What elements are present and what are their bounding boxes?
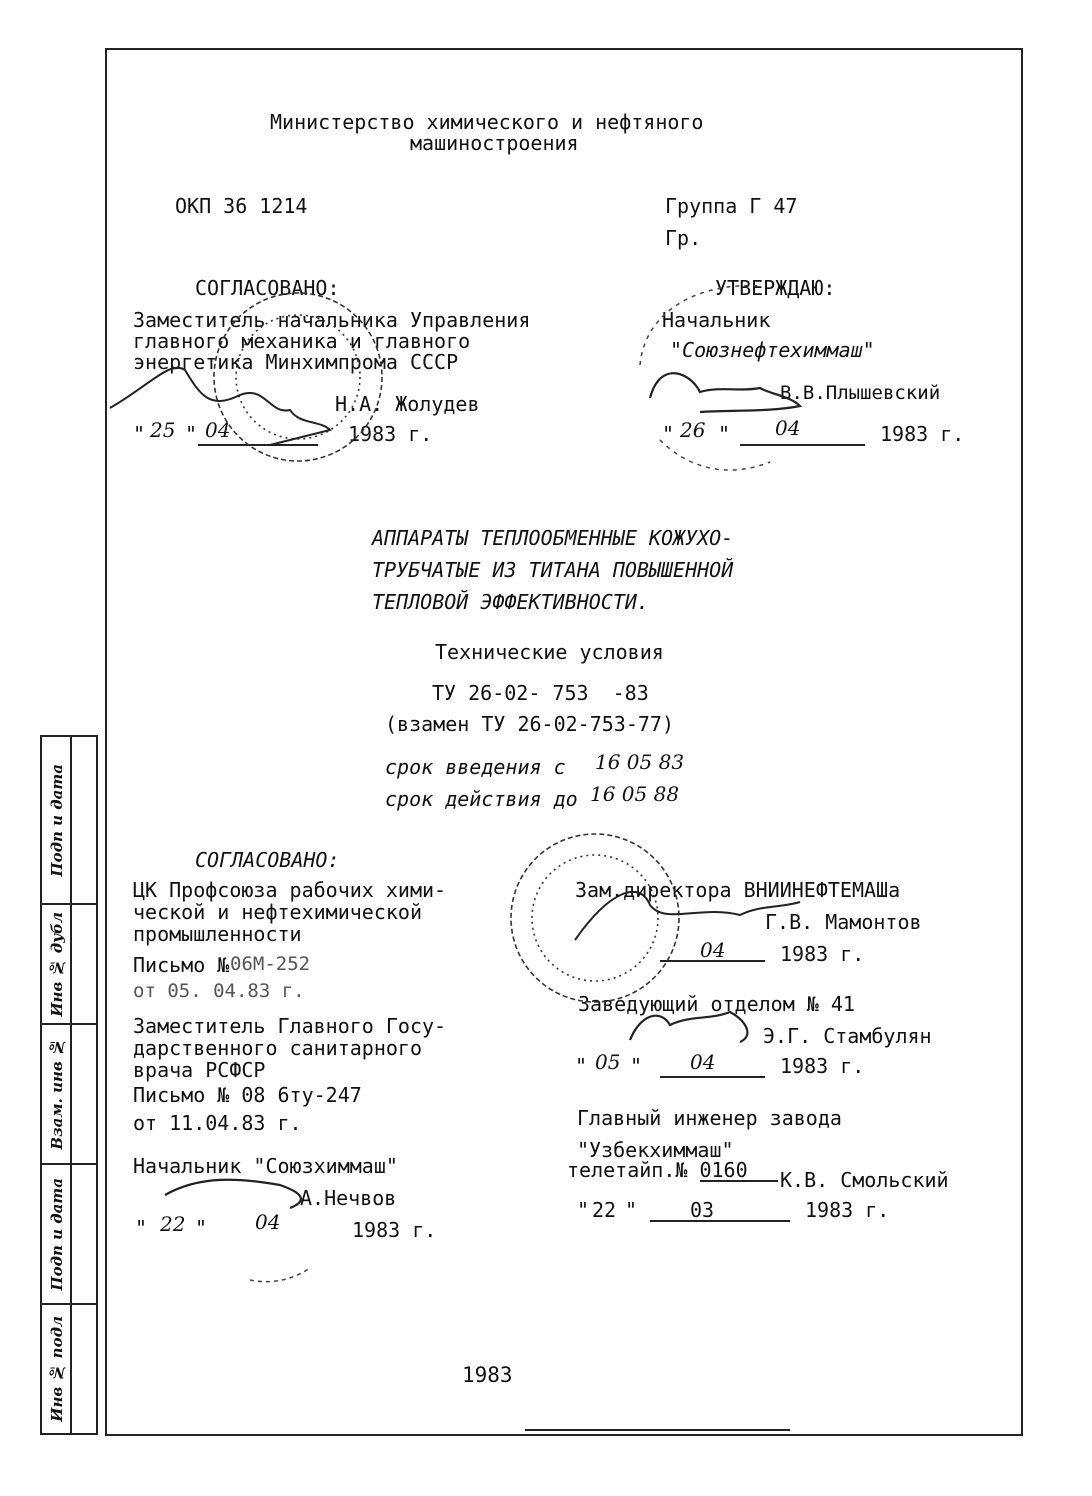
head-date-open-quote: " <box>575 1054 588 1078</box>
chief-date-close-quote: " <box>195 1216 208 1240</box>
approve-date-day: 26 <box>680 418 706 442</box>
head-date-month: 04 <box>690 1050 716 1074</box>
agreed2-heading: СОГЛАСОВАНО: <box>195 848 340 872</box>
agreed-date-underline <box>198 444 318 446</box>
intro-date-value: 16 05 83 <box>595 750 685 774</box>
approve-date-open-quote: " <box>662 422 675 446</box>
agreed-date-close-quote: " <box>185 422 198 446</box>
teletype-number: телетайп.№ 0160 <box>567 1158 748 1182</box>
engineer-date-month: 03 <box>690 1198 715 1222</box>
engineer-date-day: 22 <box>592 1198 617 1222</box>
title-line-2: ТРУБЧАТЫЕ ИЗ ТИТАНА ПОВЫШЕННОЙ <box>372 558 734 582</box>
sidebar-cell-sign-date-2: Подп и дата <box>42 1165 96 1305</box>
deputy-date-underline <box>660 960 765 962</box>
agreed-heading: СОГЛАСОВАНО: <box>195 276 340 300</box>
plant-name: "Узбекхиммаш" <box>577 1138 734 1162</box>
agreed-date-year: 1983 г. <box>348 422 433 446</box>
head-date-year: 1983 г. <box>780 1054 865 1078</box>
valid-until-value: 16 05 88 <box>590 782 680 806</box>
soyuzkhimmash-chief: Начальник "Союзхиммаш" <box>133 1154 398 1178</box>
sanitary-letter-date: от 11.04.83 г. <box>133 1111 302 1135</box>
approve-date-year: 1983 г. <box>880 422 965 446</box>
group-short: Гр. <box>665 226 702 250</box>
replaces-tu: (взамен ТУ 26-02-753-77) <box>385 712 674 736</box>
approve-date-underline <box>740 444 865 446</box>
sidebar-cell-orig-inv: Инв № подл <box>42 1305 96 1433</box>
sidebar-cell-replace-inv: Взам. инв № <box>42 1025 96 1165</box>
sanitary-letter: Письмо № 08 6ту-247 <box>133 1083 362 1107</box>
agreed-position-3: энергетика Минхимпрома СССР <box>133 350 459 374</box>
agreed-position-1: Заместитель начальника Управления <box>133 308 531 332</box>
deputy-director-name: Г.В. Мамонтов <box>765 910 922 934</box>
deputy-date-month: 04 <box>700 938 726 962</box>
deputy-date-year: 1983 г. <box>780 942 865 966</box>
classifier-code: ОКП 36 1214 <box>175 194 308 218</box>
soyuzkhimmash-name: А.Нечвов <box>300 1186 397 1210</box>
ministry-line-1: Министерство химического и нефтяного <box>270 110 704 134</box>
teletype-underline <box>700 1180 778 1182</box>
chief-date-month: 04 <box>255 1210 281 1234</box>
ministry-line-2: машиностроения <box>410 131 579 155</box>
union-letter-date: от 05. 04.83 г. <box>133 980 305 1002</box>
document-year: 1983 <box>462 1363 513 1387</box>
title-line-1: АППАРАТЫ ТЕПЛООБМЕННЫЕ КОЖУХО- <box>372 526 734 550</box>
sanitary-line-2: дарственного санитарного <box>133 1036 422 1060</box>
group-code: Группа Г 47 <box>665 194 798 218</box>
approve-name: В.В.Плышевский <box>780 382 941 404</box>
union-letter-number: 06М-252 <box>230 953 311 975</box>
agreed-position-2: главного механика и главного <box>133 329 471 353</box>
chief-date-year: 1983 г. <box>352 1218 437 1242</box>
approve-position: Начальник <box>662 308 771 332</box>
chief-engineer-name: К.В. Смольский <box>780 1168 949 1192</box>
department-head-name: Э.Г. Стамбулян <box>763 1024 932 1048</box>
agreed-date-open-quote: " <box>133 422 146 446</box>
deputy-director-position: Зам.директора ВНИИНЕФТЕМАШа <box>575 878 901 902</box>
chief-engineer-position: Главный инженер завода <box>577 1106 842 1130</box>
sanitary-line-1: Заместитель Главного Госу- <box>133 1014 447 1038</box>
page-frame <box>105 48 1023 1436</box>
sidebar-cell-sign-date-1: Подп и дата <box>42 737 96 905</box>
agreed-date-month: 04 <box>205 418 231 442</box>
union-line-2: ческой и нефтехимической <box>133 900 422 924</box>
agreed-name: Н.А. Жолудев <box>335 392 480 416</box>
approve-org: "Союзнефтехиммаш" <box>670 338 875 362</box>
document-type: Технические условия <box>435 640 664 664</box>
valid-until-label: срок действия до <box>385 787 578 811</box>
head-date-underline <box>660 1076 765 1078</box>
sanitary-line-3: врача РСФСР <box>133 1058 266 1082</box>
approve-heading: УТВЕРЖДАЮ: <box>715 276 836 300</box>
title-line-3: ТЕПЛОВОЙ ЭФФЕКТИВНОСТИ. <box>372 590 649 614</box>
engineer-date-open-quote: " <box>577 1198 590 1222</box>
engineer-date-year: 1983 г. <box>805 1198 890 1222</box>
union-line-3: промышленности <box>133 922 302 946</box>
intro-date-label: срок введения с <box>385 755 566 779</box>
margin-stamp <box>40 735 98 1435</box>
chief-date-open-quote: " <box>135 1216 148 1240</box>
approve-date-month: 04 <box>775 416 801 440</box>
union-line-1: ЦК Профсоюза рабочих хими- <box>133 878 447 902</box>
chief-date-day: 22 <box>160 1212 186 1236</box>
union-letter-label: Письмо № <box>133 953 230 977</box>
department-head-position: Заведующий отделом № 41 <box>578 992 855 1016</box>
head-date-close-quote: " <box>630 1054 643 1078</box>
approve-date-close-quote: " <box>718 422 731 446</box>
sidebar-cell-dup-inv: Инв № дубл <box>42 905 96 1025</box>
engineer-date-close-quote: " <box>625 1198 638 1222</box>
head-date-day: 05 <box>595 1050 621 1074</box>
agreed-date-day: 25 <box>150 418 176 442</box>
engineer-date-underline <box>650 1220 790 1222</box>
tu-number: ТУ 26-02- 753 -83 <box>432 681 649 705</box>
